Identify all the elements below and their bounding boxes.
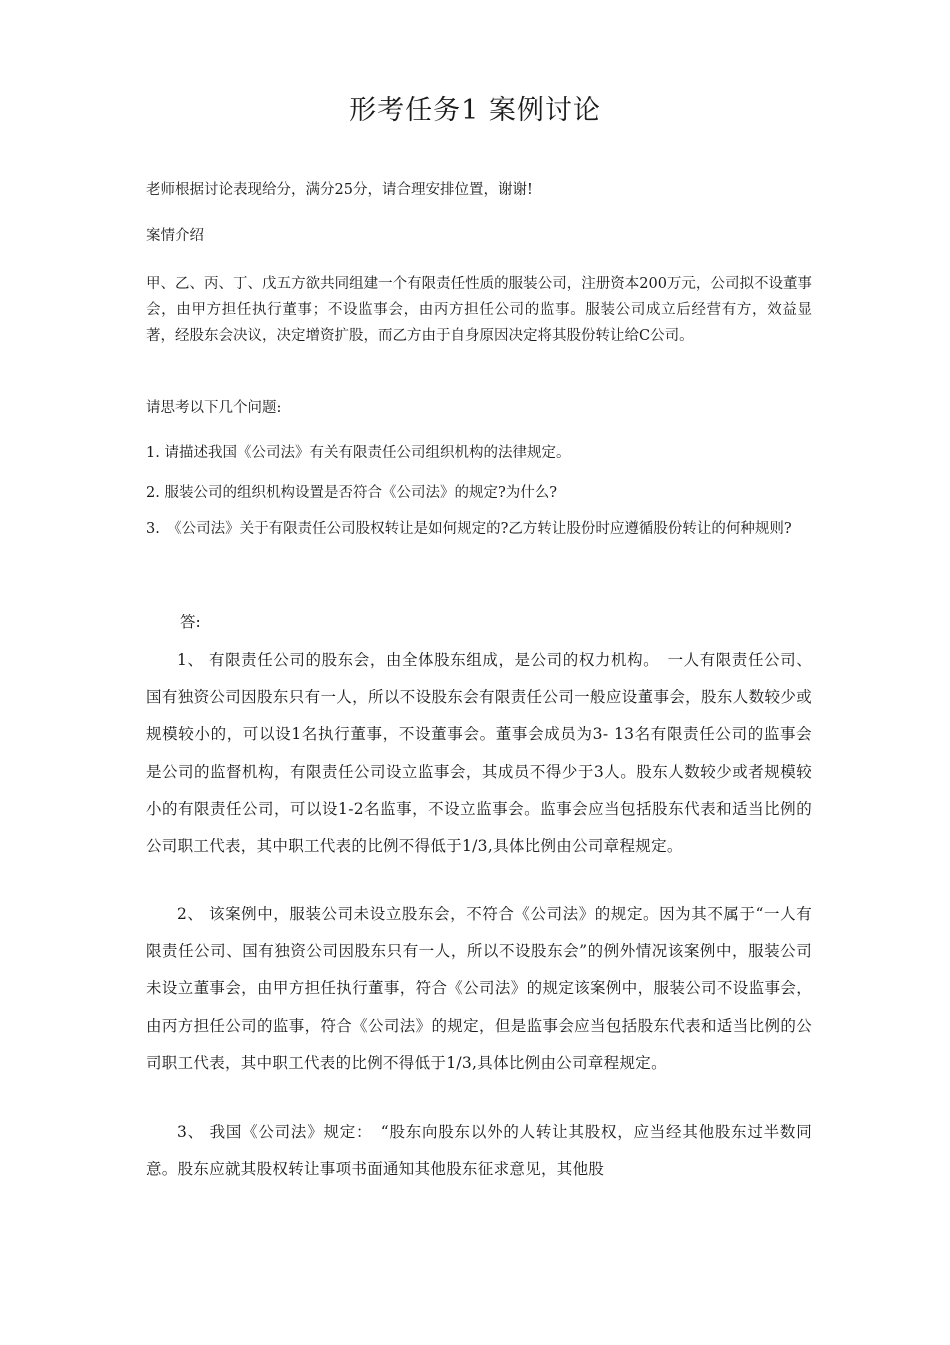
page-title: 形考任务1 案例讨论 [349,95,601,126]
question-3: 3. 《公司法》关于有限责任公司股权转让是如何规定的?乙方转让股份时应遵循股份转让的何种规则? [146,521,792,537]
questions-heading: 请思考以下几个问题: [146,400,282,416]
intro-note: 老师根据讨论表现给分，满分25分，请合理安排位置，谢谢! [146,182,533,198]
answer-3: 3、 我国《公司法》规定： “股东向股东以外的人转让其股权，应当经其他股东过半数同意。股东应就其股权转让事项书面通知其他股东征求意见，其他股 [146,1123,812,1179]
answer-2: 2、 该案例中，服装公司未设立股东会，不符合《公司法》的规定。因为其不属于“一人有限责任公司、国有独资公司因股东只有一人，所以不设股东会”的例外情况该案例中，服装公司未设立董事会，由甲方担任执行董事，符合《公司法》的规定该案例中，服装公司不设监事会，由丙方担任公司的监事，符合《公司法》的规定，但是监事会应当包括股东代表和适当比例的公司职工代表，其中职工代表的比例不得低于1/3,具体比例由公司章程规定。 [146,905,812,1072]
question-2: 2. 服装公司的组织机构设置是否符合《公司法》的规定?为什么? [146,485,557,501]
question-1: 1. 请描述我国《公司法》有关有限责任公司组织机构的法律规定。 [146,445,571,461]
answer-label: 答: [180,613,201,631]
case-text: 甲、乙、丙、丁、戊五方欲共同组建一个有限责任性质的服装公司，注册资本200万元，公司拟不设董事会，由甲方担任执行董事；不设监事会，由丙方担任公司的监事。服装公司成立后经营有方，效益显著，经股东会决议，决定增资扩股，而乙方由于自身原因决定将其股份转让给C公司。 [146,276,812,344]
case-heading: 案情介绍 [146,228,204,244]
answer-1: 1、 有限责任公司的股东会，由全体股东组成，是公司的权力机构。 一人有限责任公司、国有独资公司因股东只有一人，所以不设股东会有限责任公司一般应设董事会，股东人数较少或规模较小的，可以设1名执行董事，不设董事会。董事会成员为3- 13名有限责任公司的监事会是公司的监督机构，有限责任公司设立监事会，其成员不得少于3人。股东人数较少或者规模较小的有限责任公司，可以设1-2名监事，不设立监事会。监事会应当包括股东代表和适当比例的公司职工代表，其中职工代表的比例不得低于1/3,具体比例由公司章程规定。 [146,651,812,856]
